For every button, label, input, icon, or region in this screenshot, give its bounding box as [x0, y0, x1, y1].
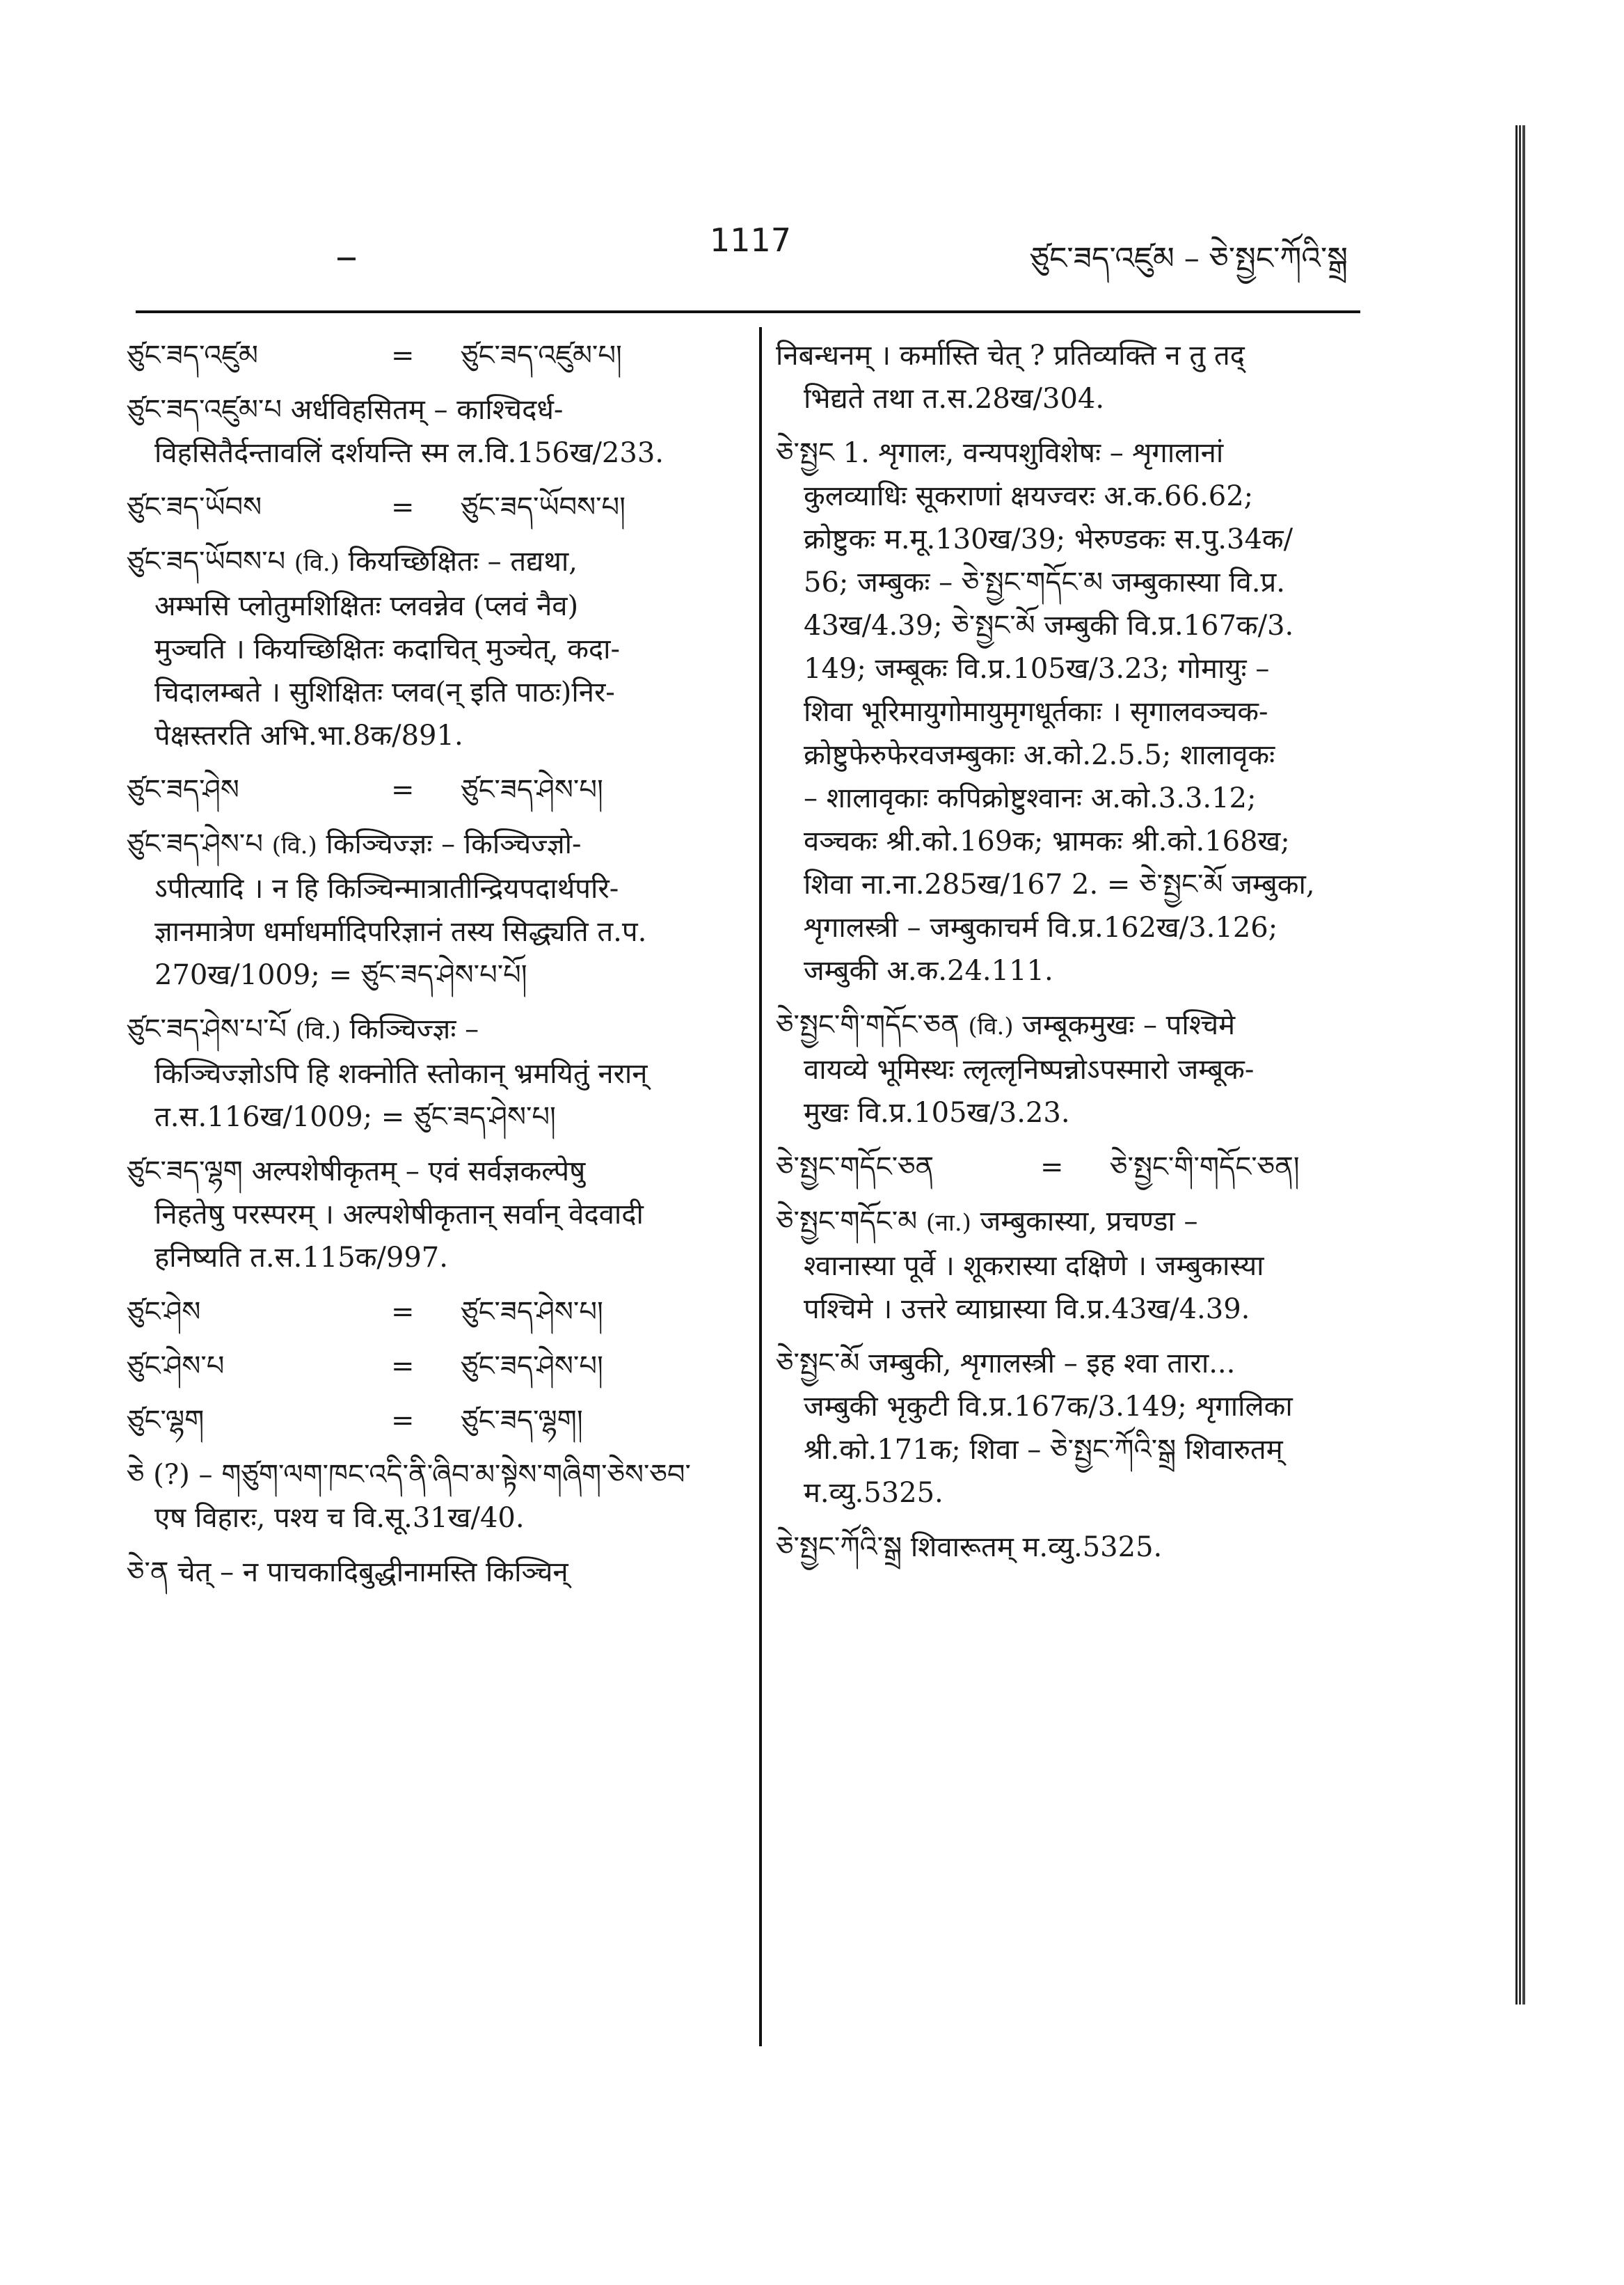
cross-reference-row	[127, 1290, 739, 1334]
header-rule	[136, 310, 1360, 313]
entry-first-line	[776, 432, 1367, 475]
headword: ཅེ་སྤྱང་གདོང་མ	[776, 1205, 918, 1238]
reference-target: ཙུང་ཟད་ཤེས་པ།	[461, 1350, 603, 1382]
page-header	[0, 221, 1624, 277]
headword: ཙུང་ཟད་ཤེས་པ་པོ	[127, 1013, 287, 1045]
reference-target: ཅེ་སྤྱང་གི་གདོང་ཅན།	[1110, 1151, 1300, 1183]
equals-sign: =	[391, 340, 415, 372]
reference-target: ཙུང་ཟད་ཤེས་པ།	[461, 1296, 603, 1328]
entry-first-line	[776, 1342, 1367, 1385]
equals-sign: =	[391, 774, 415, 806]
page-number: 1117	[710, 221, 792, 259]
definition-text: अल्पशेषीकृतम् – एवं सर्वज्ञकल्पेषु	[251, 1155, 586, 1187]
headword: ཅེ་སྤྱང་ཀོའི་སྒྲ	[776, 1531, 902, 1563]
grammar-tag: (वि.)	[271, 832, 317, 860]
definition-text: किञ्चिज्ज्ञः –	[349, 1013, 479, 1045]
definition-text: श्वानास्या पूर्वे । शूकरास्या दक्षिणे । जम्बुकास्या	[804, 1250, 1264, 1282]
definition-text: किञ्चिज्ज्ञोऽपि हि शक्नोति स्तोकान् भ्रमयितुं नरान्	[154, 1058, 648, 1090]
definition-text: शृगालस्त्री – जम्बुकाचर्म वि.प्र.162ख/3.126;	[804, 912, 1278, 944]
entry-first-line	[127, 1008, 739, 1052]
definition-text: भिद्यते तथा त.स.28ख/304.	[804, 383, 1105, 415]
equals-sign: =	[391, 1296, 415, 1328]
grammar-tag: (वि.)	[294, 549, 340, 577]
grammar-tag: (ना.)	[925, 1209, 971, 1237]
definition-text: त.स.116ख/1009; = ཙུང་ཟད་ཤེས་པ།	[154, 1101, 556, 1133]
definition-text: जम्बुकास्या, प्रचण्डा –	[980, 1205, 1198, 1238]
definition-text: ज्ञानमात्रेण धर्माधर्मादिपरिज्ञानं तस्य सिद्ध्यति त.प.	[154, 916, 647, 948]
definition-text: जम्बुकी अ.क.24.111.	[804, 955, 1053, 987]
definition-text: निहतेषु परस्परम् । अल्पशेषीकृतान् सर्वान् वेदवादी	[154, 1199, 644, 1231]
headword: ཅེ་སྤྱང་མོ	[776, 1347, 860, 1379]
definition-text: क्रोष्टुफेरुफेरवजम्बुकाः अ.को.2.5.5; शालावृकः	[804, 739, 1275, 771]
dictionary-entry	[127, 768, 739, 812]
dictionary-entry	[776, 432, 1367, 993]
equals-sign: =	[391, 1350, 415, 1382]
entry-first-line	[127, 1150, 739, 1193]
definition-text: चिदालम्बते । सुशिक्षितः प्लव(न् इति पाठः)निर-	[154, 677, 615, 709]
headword: ཅེ་སྤྱང་གདོང་ཅན	[776, 1151, 934, 1183]
dictionary-entry	[127, 1453, 739, 1540]
headword: ཅེ་སྤྱང	[776, 437, 834, 469]
definition-text: 270ख/1009; = ཙུང་ཟད་ཤེས་པ་པོ།	[154, 959, 527, 991]
definition-text: हनिष्यति त.स.115क/997.	[154, 1242, 448, 1274]
headword: ཅེ་སྤྱང་གི་གདོང་ཅན	[776, 1009, 960, 1041]
definition-text: वञ्चकः श्री.को.169क; भ्रामकः श्री.को.168ख;	[804, 825, 1290, 857]
equals-sign: =	[391, 491, 415, 523]
dictionary-entry	[776, 334, 1367, 420]
definition-text: निबन्धनम् । कर्मास्ति चेत् ? प्रतिव्यक्ति न तु तद्	[776, 340, 1245, 372]
dictionary-entry	[127, 1551, 739, 1594]
definition-text: विहसितैर्दन्तावलिं दर्शयन्ति स्म ल.वि.156ख/233.	[154, 437, 664, 469]
definition-text: एष विहारः, पश्य च वि.सू.31ख/40.	[154, 1502, 525, 1534]
dictionary-entry	[127, 540, 739, 757]
reference-target: ཙུང་ཟད་འཛུམ་པ།	[461, 340, 622, 372]
entry-first-line	[776, 1526, 1367, 1569]
cross-reference-row	[127, 486, 739, 529]
dictionary-entry	[127, 1290, 739, 1334]
definition-text: 1. शृगालः, वन्यपशुविशेषः – शृगालानां	[843, 437, 1224, 469]
right-column	[776, 334, 1367, 1580]
definition-text: अम्भसि प्लोतुमशिक्षितः प्लवन्नेव (प्लवं नैव)	[154, 590, 579, 622]
dictionary-entry	[776, 1342, 1367, 1515]
entry-first-line	[776, 334, 1367, 377]
definition-text: 149; जम्बूकः वि.प्र.105ख/3.23; गोमायुः –	[804, 653, 1270, 685]
headword: ཙུང་ཤེས	[127, 1296, 201, 1328]
left-column	[127, 334, 739, 1605]
cross-reference-row	[127, 334, 739, 377]
dictionary-entry	[127, 334, 739, 377]
entry-first-line	[776, 1200, 1367, 1244]
entry-first-line	[776, 1004, 1367, 1048]
entry-first-line	[127, 1453, 739, 1496]
headword: ཅེ	[127, 1459, 145, 1491]
dictionary-entry	[127, 1345, 739, 1388]
entry-first-line	[127, 1551, 739, 1594]
definition-text: शिवा भूरिमायुगोमायुमृगधूर्तकाः । सृगालवञ्चक-	[804, 696, 1268, 728]
margin-mark	[337, 258, 356, 260]
dictionary-entry	[127, 486, 739, 529]
dictionary-entry	[127, 1150, 739, 1279]
dictionary-entry	[127, 1399, 739, 1442]
headword: ཙུང་ཟད་འཛུམ་པ	[127, 394, 282, 426]
definition-text: 43ख/4.39; ཅེ་སྤྱང་མོ जम्बुकी वि.प्र.167क/3.	[804, 610, 1294, 642]
reference-target: ཙུང་ཟད་ལྷག།	[461, 1405, 583, 1437]
definition-text: अर्धविहसितम् – काश्चिदर्ध-	[290, 394, 564, 426]
definition-text: वायव्ये भूमिस्थः त्लृत्लृनिष्पन्नोऽपस्मारो जम्बूक-	[804, 1054, 1255, 1086]
running-head: ཙུང་ཟད་འཛུམ – ཅེ་སྤྱང་ཀོའི་སྒྲ	[1030, 241, 1348, 276]
entry-first-line	[127, 540, 739, 585]
reference-target: ཙུང་ཟད་ཤེས་པ།	[461, 774, 603, 806]
headword: ཙུང་ཟད་ཡོབས	[127, 491, 262, 523]
headword: ཙུང་ཟད་ཤེས	[127, 774, 239, 806]
cross-reference-row	[127, 1345, 739, 1388]
grammar-tag: (वि.)	[295, 1017, 341, 1045]
definition-text: मुञ्चति । कियच्छिक्षितः कदाचित् मुञ्चेत्, कदा-	[154, 633, 621, 665]
cross-reference-row	[127, 768, 739, 812]
definition-text: पेक्षस्तरति अभि.भा.8क/891.	[154, 720, 463, 752]
equals-sign: =	[1040, 1151, 1064, 1183]
headword: ཙུང་ཟད་ཡོབས་པ	[127, 546, 286, 578]
definition-text: किञ्चिज्ज्ञः – किञ्चिज्ज्ञो-	[326, 828, 582, 860]
definition-text: जम्बूकमुखः – पश्चिमे	[1022, 1009, 1236, 1041]
cross-reference-row	[127, 1399, 739, 1442]
definition-text: मुखः वि.प्र.105ख/3.23.	[804, 1097, 1070, 1129]
reference-target: ཙུང་ཟད་ཡོབས་པ།	[461, 491, 626, 523]
dictionary-entry	[776, 1004, 1367, 1134]
dictionary-entry	[776, 1200, 1367, 1331]
definition-text: म.व्यु.5325.	[804, 1477, 944, 1509]
equals-sign: =	[391, 1405, 415, 1437]
definition-text: क्रोष्टुकः म.मू.130ख/39; भेरुण्डकः स.पु.34क/	[804, 523, 1293, 555]
headword: ཙུང་ཟད་ཤེས་པ	[127, 828, 263, 860]
entry-first-line	[127, 388, 739, 432]
headword: ཅེ་ན	[127, 1556, 169, 1588]
cross-reference-row	[776, 1146, 1367, 1189]
headword: ཙུང་ཟད་འཛུམ	[127, 340, 258, 372]
headword: ཙུང་ཤེས་པ	[127, 1350, 225, 1382]
dictionary-entry	[127, 1008, 739, 1139]
column-divider	[759, 327, 762, 2046]
definition-text: जम्बुकी भृकुटी वि.प्र.167क/3.149; शृगालिका	[804, 1391, 1293, 1423]
dictionary-entry	[776, 1146, 1367, 1189]
entry-first-line	[127, 823, 739, 867]
headword: ཙུང་ལྷག	[127, 1405, 205, 1437]
definition-text: – शालावृकाः कपिक्रोष्टुश्वानः अ.को.3.3.12;	[804, 782, 1257, 814]
definition-text: पश्चिमे । उत्तरे व्याघ्रास्या वि.प्र.43ख/4.39.	[804, 1293, 1250, 1325]
dictionary-entry	[127, 388, 739, 475]
definition-text: कुलव्याधिः सूकराणां क्षयज्वरः अ.क.66.62;	[804, 480, 1254, 512]
dictionary-entry	[776, 1526, 1367, 1569]
definition-text: शिवा ना.ना.285ख/167 2. = ཅེ་སྤྱང་མོ जम्बुका,	[804, 869, 1315, 901]
binding-edge	[1515, 125, 1525, 2005]
definition-text: ऽपीत्यादि । न हि किञ्चिन्मात्रातीन्द्रियपदार्थपरि-	[154, 873, 619, 905]
definition-text: श्री.को.171क; शिवा – ཅེ་སྤྱང་ཀོའི་སྒྲ शिवारुतम्	[804, 1434, 1283, 1466]
headword: ཙུང་ཟད་ལྷག	[127, 1155, 243, 1187]
definition-text: जम्बुकी, शृगालस्त्री – इह श्वा तारा...	[868, 1347, 1236, 1379]
definition-text: शिवारूतम् म.व्यु.5325.	[910, 1531, 1163, 1563]
definition-text: (?) – གཙུག་ལག་ཁང་འདི་ནི་ཞིབ་མ་སྟེས་གཞིག་ཅེས་ཅབ་	[153, 1459, 691, 1491]
definition-text: 56; जम्बुकः – ཅེ་སྤྱང་གདོང་མ जम्बुकास्या वि.प्र.	[804, 567, 1285, 599]
grammar-tag: (वि.)	[968, 1013, 1014, 1041]
definition-text: चेत् – न पाचकादिबुद्धीनामस्ति किञ्चिन्	[177, 1556, 568, 1588]
definition-text: कियच्छिक्षितः – तद्यथा,	[348, 546, 578, 578]
dictionary-entry	[127, 823, 739, 997]
